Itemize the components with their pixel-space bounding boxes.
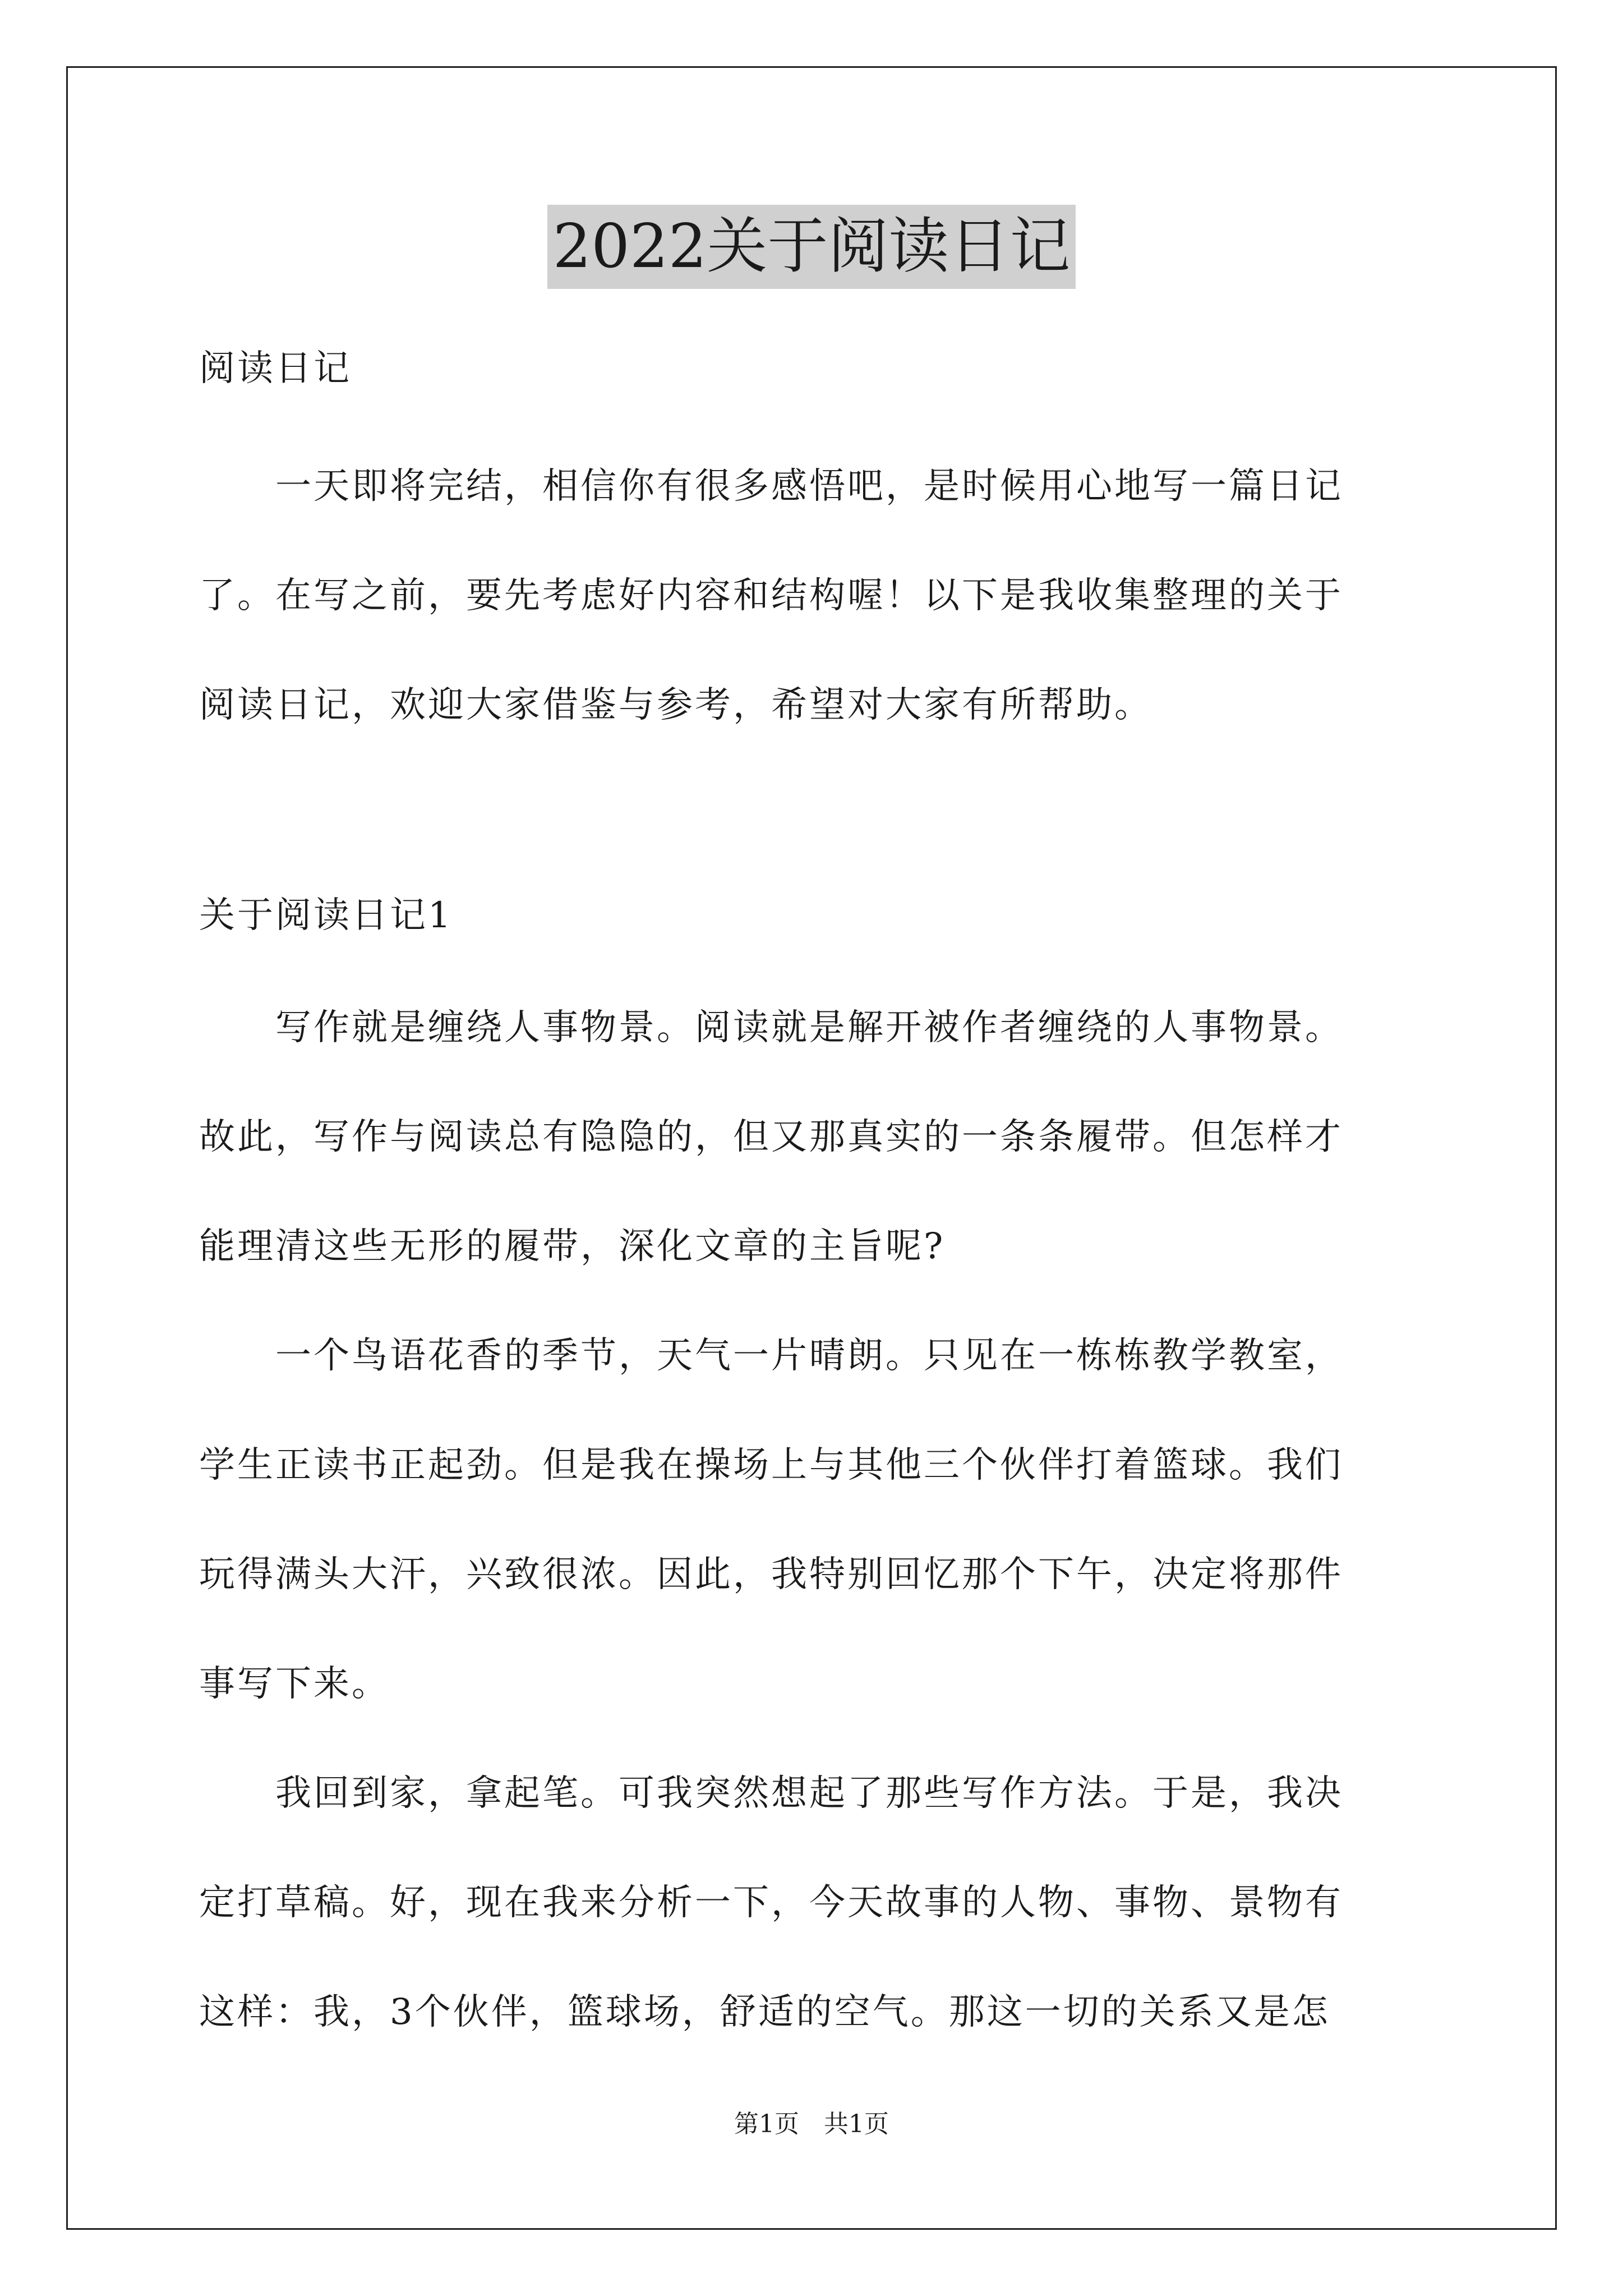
title-container: [0, 205, 1623, 289]
paragraph-line: 学生正读书正起劲。但是我在操场上与其他三个伙伴打着篮球。我们: [199, 1444, 1343, 1486]
paragraph-line: 这样：我，3个伙伴，篮球场，舒适的空气。那这一切的关系又是怎: [199, 1991, 1330, 2033]
section-heading: 关于阅读日记1: [199, 895, 453, 936]
paragraph-line: 故此，写作与阅读总有隐隐的，但又那真实的一条条履带。但怎样才: [199, 1116, 1343, 1158]
paragraph-line: 写作就是缠绕人事物景。阅读就是解开被作者缠绕的人事物景。: [199, 1007, 1343, 1048]
paragraph-line: 玩得满头大汗，兴致很浓。因此，我特别回忆那个下午，决定将那件: [199, 1554, 1343, 1595]
document-title: 2022关于阅读日记: [547, 205, 1076, 289]
page-footer: 第1页 共1页: [734, 2110, 889, 2138]
paragraph-line: 定打草稿。好，现在我来分析一下，今天故事的人物、事物、景物有: [199, 1882, 1343, 1924]
paragraph-line: 事写下来。: [199, 1663, 390, 1705]
paragraph-line: 我回到家，拿起笔。可我突然想起了那些写作方法。于是，我决: [199, 1773, 1343, 1814]
section-heading: 阅读日记: [199, 348, 352, 389]
paragraph-line: 能理清这些无形的履带，深化文章的主旨呢?: [199, 1226, 946, 1267]
paragraph-line: 一个鸟语花香的季节，天气一片晴朗。只见在一栋栋教学教室，: [199, 1335, 1343, 1377]
paragraph-line: 阅读日记，欢迎大家借鉴与参考，希望对大家有所帮助。: [199, 684, 1152, 726]
paragraph-line: 一天即将完结，相信你有很多感悟吧，是时候用心地写一篇日记: [199, 466, 1343, 507]
paragraph-line: 了。在写之前，要先考虑好内容和结构喔！以下是我收集整理的关于: [199, 575, 1343, 616]
